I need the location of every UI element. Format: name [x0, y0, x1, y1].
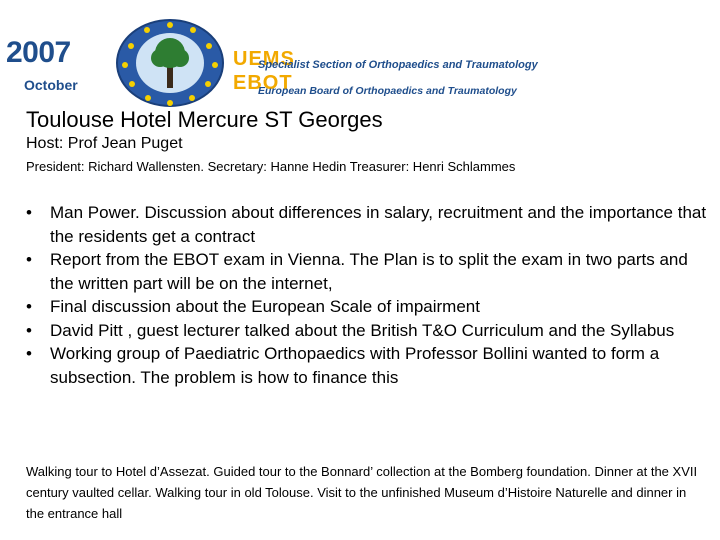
year-label: 2007 [6, 36, 71, 69]
list-item [26, 342, 716, 389]
bullet-icon: • [26, 344, 32, 363]
list-item [26, 295, 716, 319]
logo-acronym-bottom: EBOT [233, 72, 293, 94]
social-program-text: Walking tour to Hotel d’Assezat. Guided tour to the Bonnard’ collection at the Bomberg foundation. Dinner at the XVII century vaulted cellar. Walking tour in old Tolouse. Visit to the unfinished Museum d’Histoire Naturelle and dinner in the entrance hall [26, 464, 698, 521]
logo-line-2: European Board of Orthopaedics and Traumatology [258, 85, 517, 97]
list-item-text: Report from the EBOT exam in Vienna. The Plan is to split the exam in two parts and the written part will be on the internet, [50, 250, 688, 293]
list-item-text: Man Power. Discussion about differences in salary, recruitment and the importance that the residents get a contract [50, 203, 707, 246]
bullet-icon: • [26, 203, 32, 222]
bullet-icon: • [26, 250, 32, 269]
emblem-icon [115, 18, 225, 108]
list-item-text: David Pitt , guest lecturer talked about the British T&O Curriculum and the Syllabus [50, 320, 675, 340]
logo-line-1: Specialist Section of Orthopaedics and Traumatology [258, 59, 538, 71]
host-line: Host: Prof Jean Puget [26, 135, 183, 152]
officers-line: President: Richard Wallensten. Secretary: Hanne Hedin Treasurer: Henri Schlammes [26, 159, 516, 174]
logo-acronym-top: UEMS [233, 48, 295, 70]
month-label: October [24, 77, 78, 93]
list-item-text: Final discussion about the European Scale of impairment [50, 297, 480, 316]
bullet-icon: • [26, 297, 32, 316]
venue-title: Toulouse Hotel Mercure ST Georges [26, 107, 383, 132]
bullet-icon: • [26, 320, 32, 340]
list-item [26, 319, 716, 343]
list-item [26, 248, 716, 295]
list-item-text: Working group of Paediatric Orthopaedics with Professor Bollini wanted to form a subsection. The problem is how to finance this [50, 344, 660, 387]
agenda-list [26, 201, 716, 389]
list-item [26, 201, 716, 248]
